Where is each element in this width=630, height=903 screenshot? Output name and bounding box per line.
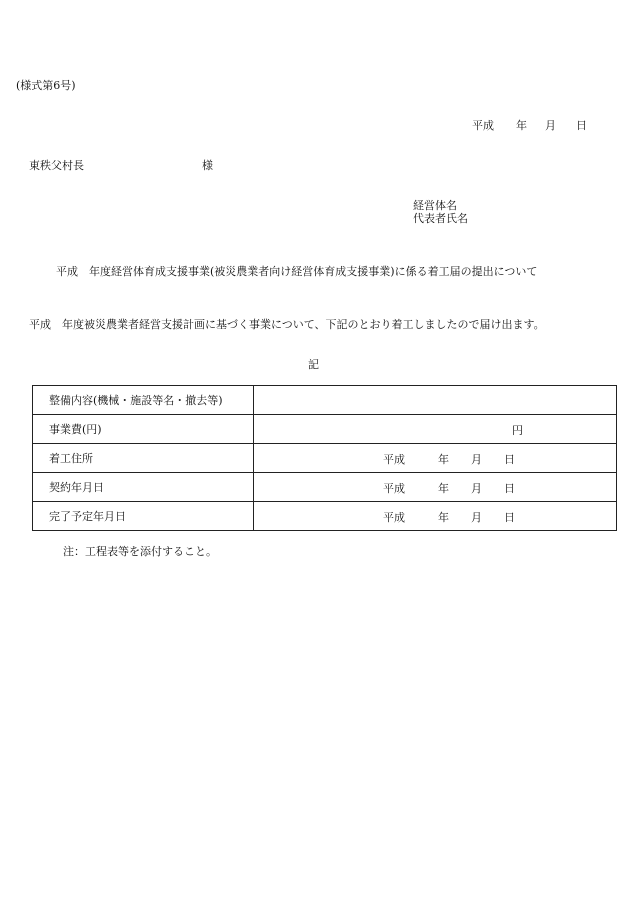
table-row [33, 502, 617, 531]
body-text: 平成 年度被災農業者経営支援計画に基づく事業について、下記のとおり着工しましたので届け出ます。 [29, 318, 545, 331]
row-value-content[interactable] [254, 386, 617, 415]
yen-unit: 円 [512, 424, 523, 437]
date-month: 月 [545, 119, 556, 132]
row-value-completion-date[interactable] [254, 502, 617, 531]
row-label-content: 整備内容(機械・施設等名・撤去等) [33, 386, 254, 415]
form-number: (様式第6号) [16, 79, 76, 92]
addressee-name: 東秩父村長 [29, 159, 84, 172]
applicant-block [413, 199, 468, 225]
date-placeholder: 平成 年 月 日 [383, 482, 515, 495]
representative-name-label: 代表者氏名 [413, 212, 468, 225]
row-value-address[interactable] [254, 444, 617, 473]
table-row [33, 415, 617, 444]
row-value-cost[interactable] [254, 415, 617, 444]
entity-name-label: 経営体名 [413, 199, 457, 212]
row-label-contract-date: 契約年月日 [33, 473, 254, 502]
addressee [29, 159, 213, 173]
table-row [33, 444, 617, 473]
date-day: 日 [576, 119, 587, 132]
row-value-contract-date[interactable] [254, 473, 617, 502]
table-row [33, 386, 617, 415]
date-year: 年 [516, 119, 527, 132]
table-row [33, 473, 617, 502]
ki-heading: 記 [308, 358, 319, 371]
addressee-honorific: 様 [202, 159, 213, 172]
submission-date [472, 119, 587, 133]
date-placeholder: 平成 年 月 日 [383, 453, 515, 466]
row-label-completion-date: 完了予定年月日 [33, 502, 254, 531]
details-table [32, 385, 617, 531]
attachment-note: 注：工程表等を添付すること。 [63, 545, 217, 558]
row-label-address: 着工住所 [33, 444, 254, 473]
date-placeholder: 平成 年 月 日 [383, 511, 515, 524]
document-subject: 平成 年度経営体育成支援事業(被災農業者向け経営体育成支援事業)に係る着工届の提出について [56, 265, 538, 278]
row-label-cost: 事業費(円) [33, 415, 254, 444]
date-era: 平成 [472, 119, 494, 132]
